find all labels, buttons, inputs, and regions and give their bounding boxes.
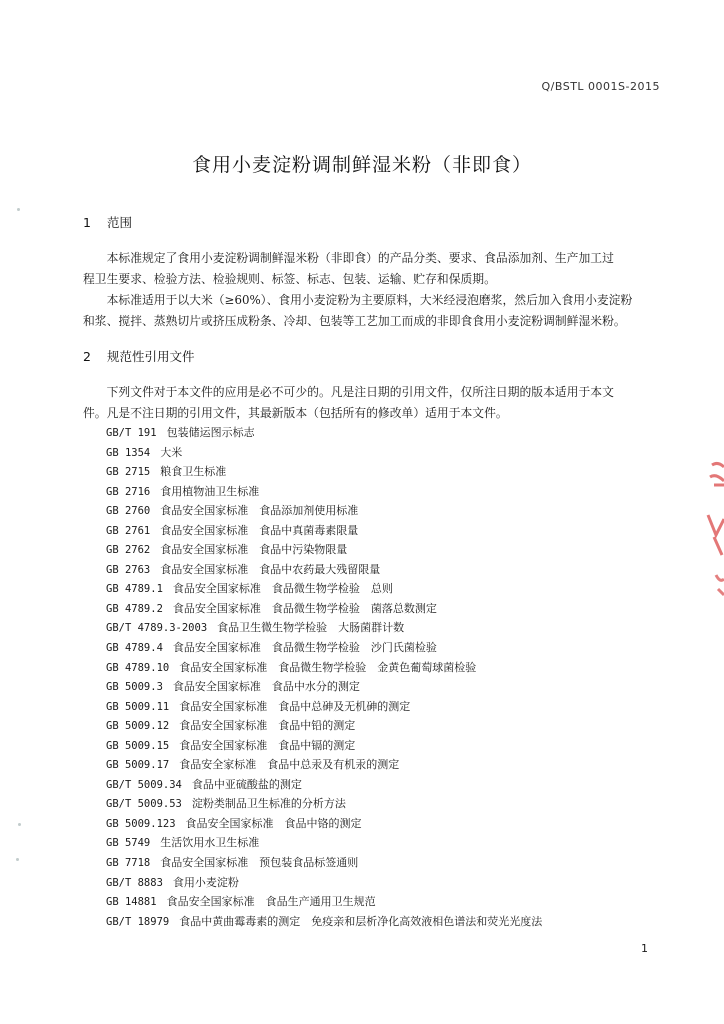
- reference-item: [106, 521, 542, 541]
- reference-item: [106, 638, 542, 658]
- section-1-heading: [83, 213, 132, 231]
- reference-code: GB/T 5009.34: [106, 778, 182, 791]
- reference-code: GB 2716: [106, 485, 151, 498]
- reference-title: 食品安全国家标准 食品中污染物限量: [160, 543, 348, 557]
- reference-item: [106, 755, 542, 775]
- reference-code: GB/T 191: [106, 427, 157, 439]
- reference-title: 食品安全国家标准 食品中镉的测定: [179, 738, 356, 752]
- reference-title: 食品安全国家标准 食品添加剂使用标准: [160, 504, 359, 518]
- reference-item: [106, 677, 542, 697]
- section-title: 规范性引用文件: [106, 349, 195, 364]
- reference-title: 食品安全国家标准 食品中总砷及无机砷的测定: [179, 699, 411, 713]
- seal-stamp-fragment: [704, 455, 724, 605]
- reference-item: [106, 697, 542, 717]
- reference-title: 食品安全国家标准 食品微生物学检验 总则: [172, 582, 393, 596]
- document-title: 食用小麦淀粉调制鲜湿米粉（非即食）: [191, 154, 532, 176]
- scan-speck: [16, 858, 19, 861]
- reference-item: [106, 423, 542, 443]
- reference-title: 食品中亚硫酸盐的测定: [191, 777, 302, 791]
- section-1-paragraph-2: [83, 290, 661, 332]
- section-2-heading: [83, 347, 195, 365]
- reference-code: GB 4789.4: [106, 642, 163, 655]
- reference-title: 食品安全国家标准 食品生产通用卫生规范: [166, 895, 376, 909]
- reference-title: 食用植物油卫生标准: [160, 484, 260, 498]
- reference-title: 生活饮用水卫生标准: [160, 836, 260, 850]
- reference-item: [106, 775, 542, 795]
- reference-item: [106, 540, 542, 560]
- reference-item: [106, 892, 542, 912]
- reference-code: GB 4789.1: [106, 583, 163, 596]
- reference-code: GB 5009.123: [106, 817, 176, 830]
- reference-code: GB 2762: [106, 544, 151, 557]
- paragraph-line: 和浆、搅拌、蒸熟切片或挤压成粉条、冷却、包装等工艺加工而成的非即食食用小麦淀粉调制鲜湿米粉。: [83, 314, 626, 328]
- reference-code: GB 14881: [106, 896, 157, 909]
- reference-title: 食品安全国家标准 食品中农药最大残留限量: [160, 562, 381, 576]
- reference-code: GB/T 5009.53: [106, 798, 182, 811]
- reference-title: 包装储运图示标志: [166, 426, 255, 439]
- reference-title: 食品安全国家标准 食品微生物学检验 金黄色葡萄球菌检验: [179, 660, 477, 674]
- reference-title: 食品中黄曲霉毒素的测定 免疫亲和层析净化高效液相色谱法和荧光光度法: [179, 914, 543, 928]
- section-title: 范围: [106, 215, 132, 230]
- reference-code: GB 5009.3: [106, 681, 163, 694]
- reference-title: 食品安全国家标准 食品中铬的测定: [185, 816, 362, 830]
- paragraph-line: 本标准规定了食用小麦淀粉调制鲜湿米粉（非即食）的产品分类、要求、食品添加剂、生产加工过: [83, 251, 614, 265]
- reference-title: 食品安全国家标准 预包装食品标签通则: [160, 856, 359, 870]
- reference-code: GB/T 8883: [106, 876, 163, 889]
- section-number: 2: [83, 349, 91, 364]
- reference-code: GB 7718: [106, 857, 151, 870]
- section-number: 1: [83, 215, 91, 230]
- reference-code: GB 5749: [106, 837, 151, 850]
- reference-title: 粮食卫生标准: [160, 465, 227, 479]
- reference-code: GB 2760: [106, 505, 151, 518]
- reference-item: [106, 560, 542, 580]
- reference-code: GB 5009.17: [106, 759, 170, 772]
- reference-title: 食用小麦淀粉: [172, 875, 239, 889]
- reference-item: [106, 716, 542, 736]
- reference-title: 淀粉类制品卫生标准的分析方法: [191, 797, 346, 811]
- paragraph-line: 本标准适用于以大米（≥60%）、食用小麦淀粉为主要原料，大米经浸泡磨浆，然后加入食用小麦淀粉: [83, 293, 633, 307]
- standard-code: Q/BSTL 0001S-2015: [541, 80, 660, 93]
- reference-code: GB 5009.15: [106, 739, 170, 752]
- reference-code: GB/T 18979: [106, 915, 170, 928]
- reference-code: GB 1354: [106, 446, 151, 459]
- reference-code: GB 4789.2: [106, 602, 163, 615]
- reference-item: [106, 794, 542, 814]
- reference-title: 食品安全国家标准 食品微生物学检验 菌落总数测定: [172, 601, 437, 615]
- reference-title: 食品安全国家标准 食品中水分的测定: [172, 680, 360, 694]
- reference-title: 食品安全国家标准 食品微生物学检验 沙门氏菌检验: [172, 641, 437, 655]
- reference-item: [106, 833, 542, 853]
- reference-item: [106, 618, 542, 638]
- reference-item: [106, 579, 542, 599]
- reference-item: [106, 814, 542, 834]
- reference-title: 食品卫生微生物学检验 大肠菌群计数: [217, 621, 405, 635]
- reference-item: [106, 736, 542, 756]
- reference-code: GB 4789.10: [106, 661, 170, 674]
- scan-speck: [18, 823, 21, 826]
- reference-code: GB 2763: [106, 563, 151, 576]
- paragraph-line: 程卫生要求、检验方法、检验规则、标签、标志、包装、运输、贮存和保质期。: [83, 272, 496, 286]
- paragraph-line: 件。凡是不注日期的引用文件，其最新版本（包括所有的修改单）适用于本文件。: [83, 406, 508, 420]
- reference-item: [106, 501, 542, 521]
- reference-title: 食品安全国家标准 食品中真菌毒素限量: [160, 523, 359, 537]
- reference-item: [106, 912, 542, 932]
- reference-item: [106, 853, 542, 873]
- reference-item: [106, 873, 542, 893]
- reference-item: [106, 658, 542, 678]
- reference-code: GB/T 4789.3-2003: [106, 622, 208, 635]
- reference-code: GB 2761: [106, 524, 151, 537]
- scan-speck: [17, 208, 20, 211]
- reference-code: GB 5009.11: [106, 700, 170, 713]
- reference-code: GB 2715: [106, 466, 151, 479]
- page-number: 1: [641, 942, 648, 955]
- reference-item: [106, 482, 542, 502]
- reference-item: [106, 462, 542, 482]
- section-2-intro: [83, 382, 661, 424]
- reference-list: [106, 423, 542, 931]
- reference-title: 食品安全国家标准 食品中铅的测定: [179, 719, 356, 733]
- reference-item: [106, 443, 542, 463]
- section-1-paragraph-1: [83, 248, 661, 290]
- reference-item: [106, 599, 542, 619]
- reference-title: 大米: [160, 445, 183, 459]
- reference-title: 食品安全家标准 食品中总汞及有机汞的测定: [179, 758, 400, 772]
- reference-code: GB 5009.12: [106, 720, 170, 733]
- paragraph-line: 下列文件对于本文件的应用是必不可少的。凡是注日期的引用文件，仅所注日期的版本适用于本文: [83, 385, 614, 399]
